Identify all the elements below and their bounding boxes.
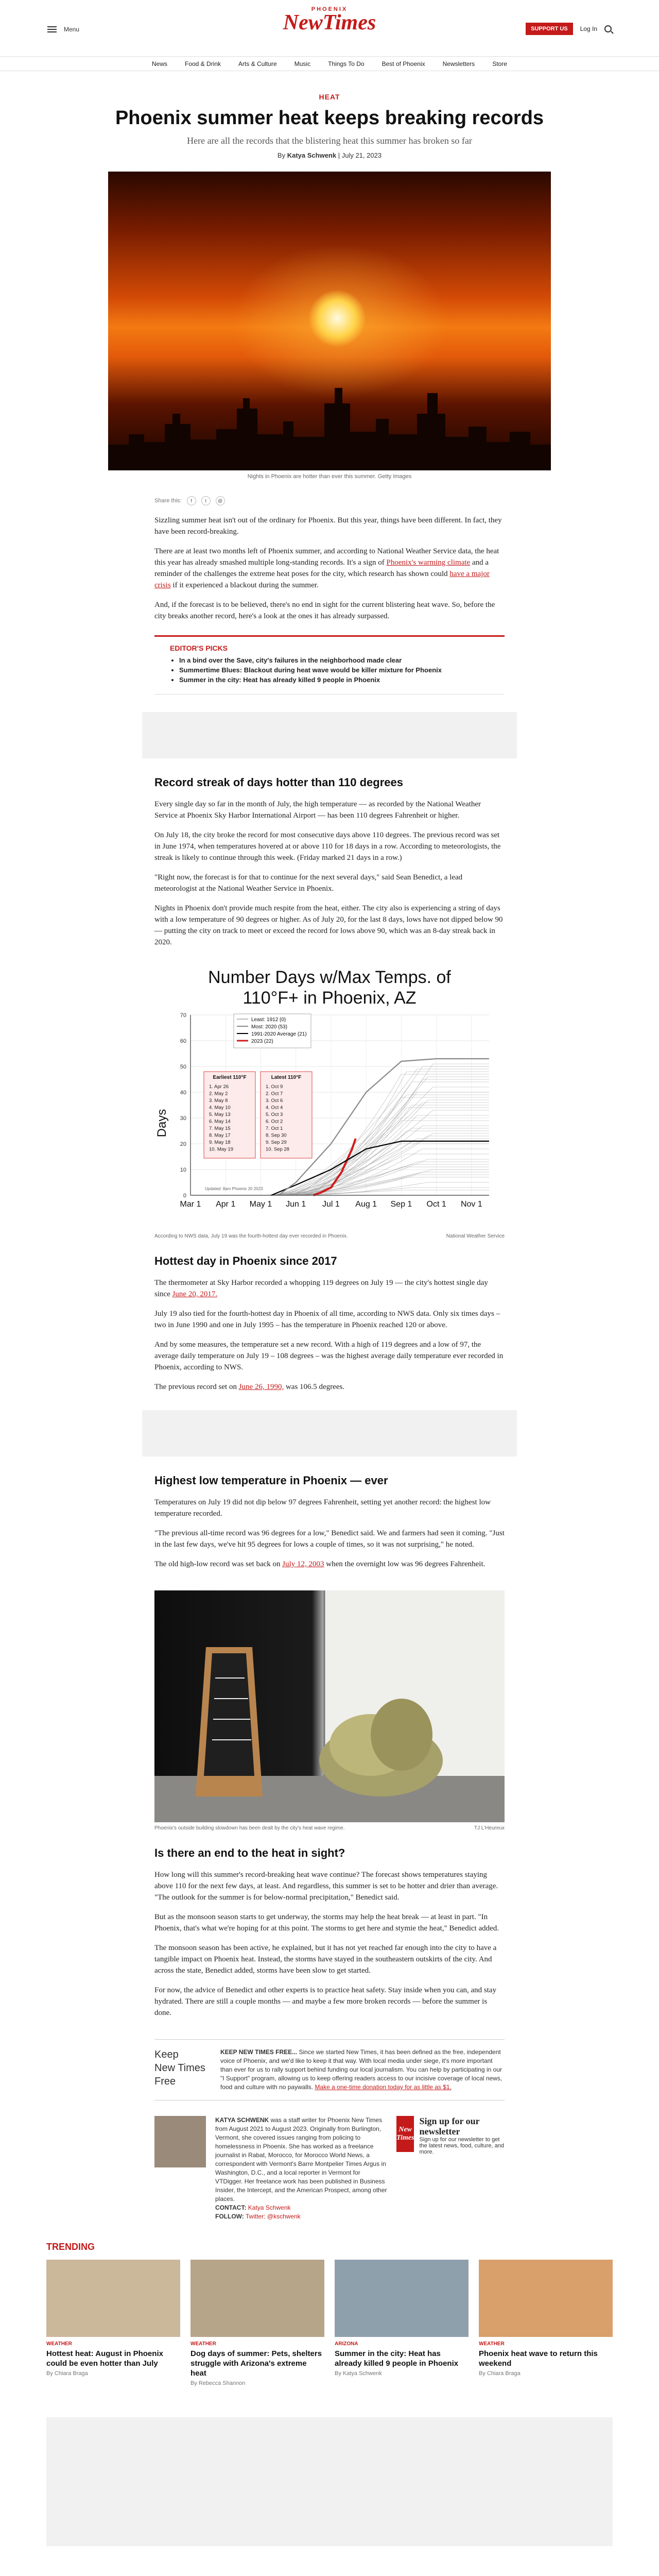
bottom-ad-slot[interactable] bbox=[46, 2417, 613, 2546]
chart-y-axis-label: Days bbox=[155, 1109, 169, 1138]
trending-card-byline: By Rebecca Shannon bbox=[190, 2380, 246, 2386]
header-right bbox=[526, 23, 612, 35]
paragraph: And, if the forecast is to be believed, there's no end in sight for the current blistering heat wave. So, before the city breaks another record, here's a look at the ones it has already surpassed. bbox=[154, 601, 495, 620]
trending-card-title[interactable]: Summer in the city: Heat has already killed 9 people in Phoenix bbox=[335, 2349, 459, 2368]
editors-pick-item[interactable]: • Summertime Blues: Blackout during heat wave would be killer mixture for Phoenix bbox=[179, 666, 489, 674]
chart-inset-row: 2. May 2 bbox=[209, 1091, 228, 1097]
chart-inset-row: 10. May 19 bbox=[209, 1146, 233, 1153]
ad-slot[interactable] bbox=[142, 1410, 517, 1456]
paragraph: "Right now, the forecast is for that to continue for the next several days," said Sean Benedict, a lead meteorologist at the National Weather Service in Phoenix. bbox=[154, 873, 463, 893]
article-byline bbox=[0, 151, 659, 159]
editors-picks-list bbox=[170, 656, 489, 684]
street-sign-photo bbox=[154, 1590, 505, 1822]
chart-y-tick-label: 60 bbox=[180, 1038, 186, 1044]
author-name[interactable]: KATYA SCHWENK bbox=[215, 2116, 269, 2124]
keep-free-bold: KEEP NEW TIMES FREE... bbox=[220, 2048, 298, 2056]
trending-heading: TRENDING bbox=[46, 2242, 95, 2252]
chart-x-tick-label: Jul 1 bbox=[322, 1200, 340, 1209]
inline-link-july-2003[interactable]: July 12, 2003 bbox=[282, 1560, 324, 1568]
author-bio bbox=[215, 2116, 387, 2221]
chart-inset-row: 1. Oct 9 bbox=[266, 1084, 283, 1090]
nav-item-music[interactable]: Music bbox=[294, 60, 311, 67]
chart-legend-label: 2023 (22) bbox=[251, 1039, 273, 1044]
chart-inset-row: 4. May 10 bbox=[209, 1105, 231, 1111]
signup-text bbox=[419, 2116, 505, 2221]
sun bbox=[309, 290, 366, 347]
chart-title-line-2: 110°F+ in Phoenix, AZ bbox=[242, 988, 417, 1008]
chart-y-tick-label: 20 bbox=[180, 1141, 186, 1147]
chart-inset-row: 8. Sep 30 bbox=[266, 1132, 287, 1139]
paragraph: And by some measures, the temperature set a new record. With a high of 119 degrees and a low of 97, the average daily temperature on July 19 – 108 degrees – was the highest average daily temperature ever recorded in Phoenix, according to NWS. bbox=[154, 1341, 504, 1371]
chart-x-tick-label: Apr 1 bbox=[216, 1200, 236, 1209]
donation-link[interactable]: Make a one-time donation today for as little as $1. bbox=[315, 2083, 452, 2091]
trending-card-image[interactable] bbox=[190, 2260, 324, 2337]
chart-legend bbox=[234, 1014, 311, 1048]
paragraph: The monsoon season has been active, he explained, but it has not yet reached far enough into the city to have a tangible impact on Phoenix heat. Instead, the storms have stayed in the southeastern outskirts of the city. And across the state, Benedict added, storms have been slow to get started. bbox=[154, 1944, 497, 1975]
author-twitter-link[interactable]: Twitter: @kschwenk bbox=[245, 2213, 301, 2220]
chart-y-tick-label: 70 bbox=[180, 1012, 186, 1019]
paragraph: Sizzling summer heat isn't out of the ordinary for Phoenix. But this year, things have been different. In fact, they have been record-breaking. bbox=[154, 516, 502, 536]
chart-inset-row: 7. May 15 bbox=[209, 1126, 231, 1131]
chart-x-tick-label: Jun 1 bbox=[286, 1200, 306, 1209]
chart-svg bbox=[154, 958, 505, 1231]
trending-section bbox=[46, 2242, 613, 2386]
article-body-intro bbox=[154, 515, 505, 622]
paragraph: For now, the advice of Benedict and other experts is to practice heat safety. Stay inside when you can, and stay hydrated. There are still a couple months — and maybe a few more broken records — before the summer is done. bbox=[154, 1986, 497, 2017]
chart-inset-row: 9. May 18 bbox=[209, 1140, 231, 1145]
article-dek: Here are all the records that the blistering heat this summer has broken so far bbox=[187, 135, 472, 146]
site-header bbox=[0, 0, 659, 57]
chart-inset-row: 5. May 13 bbox=[209, 1112, 231, 1117]
trending-card[interactable] bbox=[479, 2260, 613, 2386]
nav-item-store[interactable]: Store bbox=[492, 60, 507, 67]
chart-note: Updated: 8am Phoenix 20 2023 bbox=[205, 1187, 263, 1191]
paragraph: Every single day so far in the month of July, the high temperature — as recorded by the National Weather Service at Phoenix Sky Harbor International Airport — has been 110 degrees Fahrenheit or higher. bbox=[154, 800, 481, 820]
section-heading-highest-low: Highest low temperature in Phoenix — ever bbox=[154, 1474, 388, 1487]
photo2-credit: TJ L'Heureux bbox=[474, 1825, 505, 1831]
photo2-caption-text: Phoenix's outside building slowdown has been dealt by the city's heat wave regime. bbox=[154, 1825, 345, 1831]
paragraph: But as the monsoon season starts to get underway, the storms may help the heat break — at least in part. "In Phoenix, that's what we're hoping for at this point. The storms to get here and stymie the heat," Benedict added. bbox=[154, 1913, 499, 1933]
trending-card-title[interactable]: Hottest heat: August in Phoenix could be even hotter than July bbox=[46, 2349, 163, 2368]
inline-link-june-2017[interactable]: June 20, 2017. bbox=[172, 1290, 218, 1298]
trending-card-image[interactable] bbox=[46, 2260, 180, 2337]
chart-legend-label: Most: 2020 (53) bbox=[251, 1024, 288, 1030]
editors-pick-item[interactable]: • In a bind over the Save, city's failures in the neighborhood made clear bbox=[179, 656, 489, 664]
section-hottest-day bbox=[154, 1277, 505, 1393]
section-heading-record-streak: Record streak of days hotter than 110 degrees bbox=[154, 776, 403, 789]
chart-inset-row: 7. Oct 1 bbox=[266, 1126, 283, 1131]
trending-card[interactable] bbox=[46, 2260, 180, 2386]
inline-link-warming-climate[interactable]: Phoenix's warming climate bbox=[386, 558, 471, 567]
logo-big-text: NewTimes bbox=[283, 11, 376, 35]
author-follow: FOLLOW: Twitter: @kschwenk bbox=[215, 2213, 301, 2220]
newsletter-signup[interactable] bbox=[396, 2116, 505, 2221]
chart-inset-row: 2. Oct 7 bbox=[266, 1091, 283, 1097]
chart-y-tick-label: 10 bbox=[180, 1167, 186, 1173]
keep-free-title bbox=[154, 2048, 211, 2092]
paragraph: The thermometer at Sky Harbor recorded a whopping 119 degrees on July 19 — the city's hottest single day since June 20, 2017. bbox=[154, 1279, 488, 1298]
trending-card[interactable] bbox=[190, 2260, 324, 2386]
photo2-caption bbox=[154, 1825, 505, 1831]
editors-pick-item[interactable]: • Summer in the city: Heat has already killed 9 people in Phoenix bbox=[179, 676, 489, 684]
site-logo[interactable] bbox=[278, 6, 381, 33]
section-heading-hottest-day: Hottest day in Phoenix since 2017 bbox=[154, 1255, 337, 1267]
keep-free-text bbox=[220, 2048, 505, 2092]
section-heading-end-in-sight: Is there an end to the heat in sight? bbox=[154, 1846, 345, 1859]
chart-inset-row: 3. Oct 6 bbox=[266, 1098, 283, 1104]
keep-free-body: Since we started New Times, it has been defined as the free, independent voice of Phoenix, and we'd like to keep it that way. With local media under siege, it's more important than ever for us to rally support behind funding our local journalism. You can help by participating in our "I Support" program, allowing us to keep offering readers access to our incisive coverage of local news, food and culture with no paywalls. bbox=[220, 2048, 502, 2091]
author-contact: CONTACT: Katya Schwenk bbox=[215, 2204, 291, 2211]
article-headline: Phoenix summer heat keeps breaking records bbox=[115, 107, 544, 129]
inline-link-major-crisis[interactable]: have a major crisis bbox=[154, 570, 490, 589]
keep-free-title-text: Keep New Times Free bbox=[154, 2049, 205, 2087]
signup-description: Sign up for our newsletter to get the latest news, food, culture, and more. bbox=[419, 2137, 504, 2155]
article bbox=[0, 93, 659, 2546]
mini-logo: New Times bbox=[396, 2116, 414, 2152]
trending-card-byline: By Chiara Braga bbox=[46, 2370, 88, 2377]
byline-author[interactable]: Katya Schwenk bbox=[287, 151, 337, 159]
author-bio-text: was a staff writer for Phoenix New Times from August 2021 to August 2023. Originally from Burlington, Vermont, she covered issues ranging from policing to homelessness in Phoenix. She has worked as a freelance journalist in Rabat, Morocco, for Morocco World News, a correspondent with Vermont's Barre Montpelier Times Argus in Washington, D.C., and a local reporter in Vermont for VTDigger. Her freelance work has been published in Business Insider, the Intercept, and the American Prospect, among other places. bbox=[215, 2116, 387, 2202]
chart-inset-row: 5. Oct 3 bbox=[266, 1112, 283, 1117]
trending-card-kicker[interactable]: ARIZONA bbox=[335, 2341, 358, 2347]
hero-caption-credit: Getty Images bbox=[377, 473, 412, 480]
chart-y-tick-label: 50 bbox=[180, 1064, 186, 1070]
chart-x-tick-label: Mar 1 bbox=[180, 1200, 201, 1209]
chart-inset-row: 1. Apr 26 bbox=[209, 1084, 229, 1090]
byline-date: July 21, 2023 bbox=[341, 151, 382, 159]
ad-slot[interactable] bbox=[142, 712, 517, 758]
nav-item-arts-culture[interactable]: Arts & Culture bbox=[238, 60, 277, 67]
chart-source: National Weather Service bbox=[446, 1233, 505, 1239]
chart-x-tick-label: Aug 1 bbox=[355, 1200, 377, 1209]
byline-separator: | bbox=[338, 151, 342, 159]
section-highest-low bbox=[154, 1497, 505, 1570]
article-kicker[interactable]: HEAT bbox=[319, 93, 340, 101]
paragraph: The old high-low record was set back on July 12, 2003 when the overnight low was 96 degrees Fahrenheit. bbox=[154, 1560, 485, 1568]
trending-card-kicker[interactable]: WEATHER bbox=[190, 2341, 216, 2347]
hamburger-menu-icon[interactable] bbox=[47, 26, 57, 32]
paragraph: Temperatures on July 19 did not dip below 97 degrees Fahrenheit, setting yet another record: the highest low temperature recorded. bbox=[154, 1498, 491, 1518]
trending-grid bbox=[46, 2260, 613, 2386]
signup-title: Sign up for our newsletter bbox=[419, 2116, 480, 2137]
chart-x-tick-label: Sep 1 bbox=[390, 1200, 412, 1209]
hero-caption bbox=[108, 473, 551, 480]
chart-x-tick-label: Oct 1 bbox=[426, 1200, 446, 1209]
trending-card-kicker[interactable]: WEATHER bbox=[46, 2341, 72, 2347]
email-icon[interactable]: @ bbox=[216, 496, 225, 505]
menu-label[interactable]: Menu bbox=[64, 26, 80, 33]
twitter-icon[interactable]: t bbox=[201, 496, 211, 505]
chart-legend-label: 1991-2020 Average (21) bbox=[251, 1031, 307, 1037]
paragraph: On July 18, the city broke the record for most consecutive days above 110 degrees. The previous record was set in June 1974, when temperatures hovered at or above 110 for 18 days in a row. According to meteorologists, the streak is likely to continue through this week. (Friday marked 21 days in a row.) bbox=[154, 831, 501, 862]
hero-image bbox=[108, 172, 551, 470]
chart-historical-line bbox=[297, 1115, 489, 1195]
trending-card-kicker[interactable]: WEATHER bbox=[479, 2341, 505, 2347]
share-label: Share this: bbox=[154, 498, 182, 504]
paragraph: July 19 also tied for the fourth-hottest day in Phoenix of all time, according to NWS data. Only six times days – two in June 1990 and one in July 1995 – has the temperature in Phoenix reached 120 or above. bbox=[154, 1310, 500, 1329]
inline-link-june-1990[interactable]: June 26, 1990, bbox=[238, 1383, 284, 1391]
trending-card-byline: By Katya Schwenk bbox=[335, 2370, 382, 2377]
nav-item-food-drink[interactable]: Food & Drink bbox=[185, 60, 221, 67]
chart-historical-line bbox=[297, 1064, 489, 1195]
trending-card-title[interactable]: Phoenix heat wave to return this weekend bbox=[479, 2349, 598, 2368]
chart-inset-row: 9. Sep 29 bbox=[266, 1140, 287, 1145]
logo-small-text: PHOENIX bbox=[311, 6, 348, 12]
paragraph: How long will this summer's record-breaking heat wave continue? The forecast shows temperatures staying above 110 for the next few days, at least. And regardless, this summer is set to be hotter and drier than average. "The outlook for the summer is for below-normal precipitation," Benedict said. bbox=[154, 1871, 498, 1902]
trending-card-title[interactable]: Dog days of summer: Pets, shelters struggle with Arizona's extreme heat bbox=[190, 2349, 322, 2378]
main-nav bbox=[0, 57, 659, 71]
chart-x-tick-label: Nov 1 bbox=[460, 1200, 482, 1209]
paragraph: Nights in Phoenix don't provide much respite from the heat, either. The city also is experiencing a string of days with a low temperature of 90 degrees or higher. As of July 20, for the last 8 days, lows have not dipped below 90 — putting the city on track to meet or exceed the record for lows above 90, which was an 8-day streak back in 2020. bbox=[154, 904, 503, 946]
paragraph: There are at least two months left of Phoenix summer, and according to National Weather Service data, the heat this year has already smashed multiple long-standing records. It's a sign of Phoenix's warming climate and a reminder of the challenges the extreme heat poses for the city, which research has shown could have a major crisis if it experienced a blackout during the summer. bbox=[154, 547, 499, 589]
byline-by: By bbox=[277, 151, 286, 159]
nav-item-things-to-do[interactable]: Things To Do bbox=[328, 60, 365, 67]
chart-caption-text: According to NWS data, July 19 was the fourth-hottest day ever recorded in Phoenix. bbox=[154, 1233, 348, 1239]
author-box bbox=[154, 2116, 505, 2221]
chart-110-days bbox=[154, 958, 505, 1231]
trending-card-image[interactable] bbox=[479, 2260, 613, 2337]
author-avatar[interactable] bbox=[154, 2116, 206, 2167]
nav-item-best-of-phoenix[interactable]: Best of Phoenix bbox=[381, 60, 425, 67]
paragraph: "The previous all-time record was 96 degrees for a low," Benedict said. We and farmers had seen it coming. "Just in the last few days, we've hit 95 degrees for lows a couple of times, so it was not surprising," he noted. bbox=[154, 1529, 505, 1549]
sidewalk-sign-illustration bbox=[154, 1590, 505, 1822]
keep-new-times-free-box bbox=[154, 2039, 505, 2100]
nav-item-news[interactable]: News bbox=[151, 60, 167, 67]
section-record-streak bbox=[154, 799, 505, 948]
chart-inset-row: 3. May 8 bbox=[209, 1098, 228, 1104]
chart-y-tick-label: 40 bbox=[180, 1090, 186, 1096]
chart-inset-row: 8. May 17 bbox=[209, 1132, 231, 1139]
chart-legend-label: Least: 1912 (0) bbox=[251, 1017, 286, 1023]
author-contact-link[interactable]: Katya Schwenk bbox=[248, 2204, 291, 2211]
chart-inset-title: Earliest 110°F bbox=[213, 1075, 247, 1080]
chart-inset-row: 6. May 14 bbox=[209, 1118, 231, 1125]
chart-historical-line bbox=[293, 1108, 489, 1195]
chart-inset-tables bbox=[204, 1072, 312, 1158]
header-left bbox=[47, 26, 79, 33]
facebook-icon[interactable]: f bbox=[187, 496, 196, 505]
chart-y-tick-label: 0 bbox=[183, 1193, 186, 1199]
trending-card-image[interactable] bbox=[335, 2260, 469, 2337]
nav-item-newsletters[interactable]: Newsletters bbox=[442, 60, 475, 67]
login-link[interactable]: Log In bbox=[580, 25, 597, 32]
city-skyline-silhouette bbox=[108, 372, 551, 470]
chart-inset-title: Latest 110°F bbox=[271, 1075, 302, 1080]
trending-card-byline: By Chiara Braga bbox=[479, 2370, 521, 2377]
paragraph: The previous record set on June 26, 1990, was 106.5 degrees. bbox=[154, 1383, 345, 1391]
search-icon[interactable] bbox=[604, 25, 612, 32]
chart-inset-row: 6. Oct 2 bbox=[266, 1118, 283, 1125]
chart-inset-row: 10. Sep 28 bbox=[266, 1146, 289, 1153]
chart-x-tick-label: May 1 bbox=[249, 1200, 272, 1209]
trending-card[interactable] bbox=[335, 2260, 469, 2386]
chart-inset-row: 4. Oct 4 bbox=[266, 1105, 283, 1111]
chart-y-tick-label: 30 bbox=[180, 1115, 186, 1122]
editors-picks bbox=[154, 635, 505, 694]
chart-caption bbox=[154, 1233, 505, 1239]
editors-picks-title: EDITOR'S PICKS bbox=[170, 644, 228, 652]
chart-title-line-1: Number Days w/Max Temps. of bbox=[208, 968, 451, 987]
support-us-button[interactable]: SUPPORT US bbox=[526, 23, 573, 35]
hero-caption-text: Nights in Phoenix are hotter than ever this summer. bbox=[247, 473, 376, 480]
share-row bbox=[154, 496, 505, 505]
section-end-in-sight bbox=[154, 1869, 505, 2019]
